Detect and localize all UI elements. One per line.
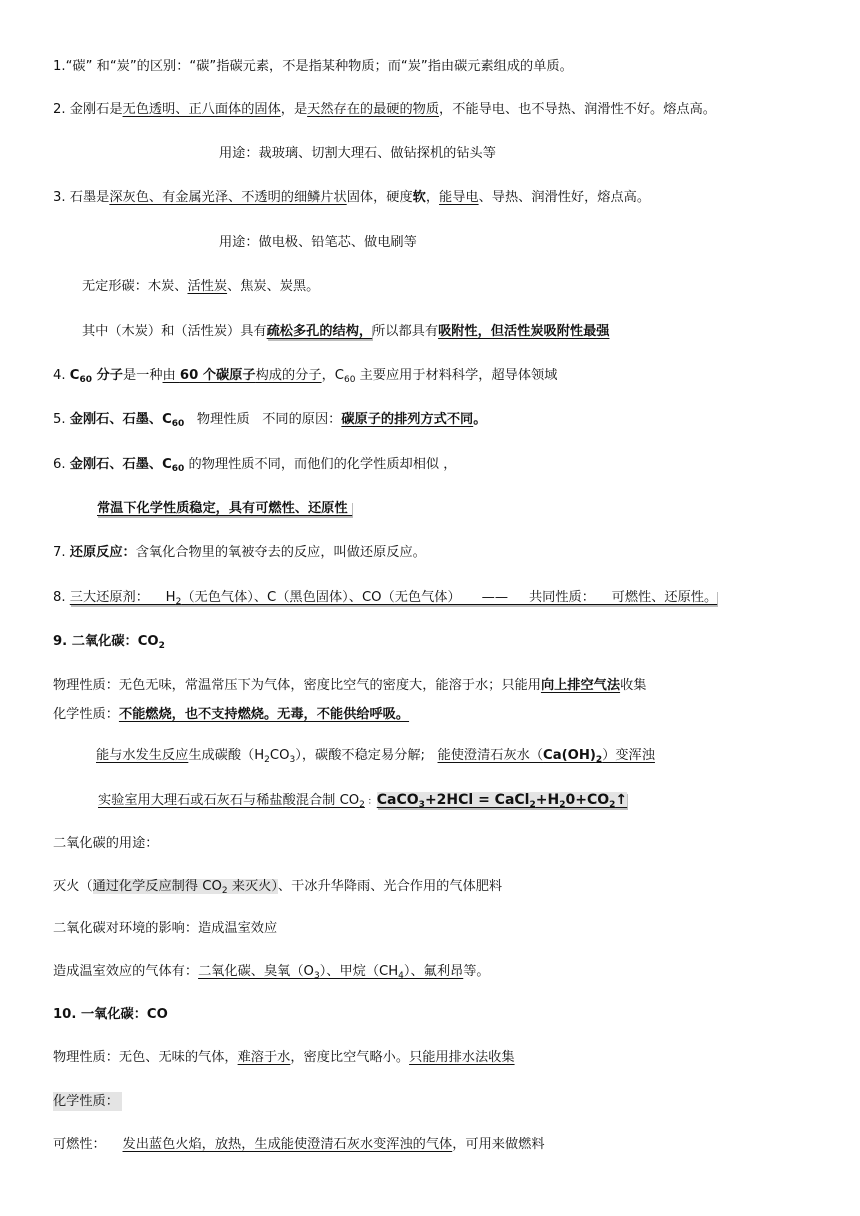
l7-c: 含氧化合物里的氧被夺去的反应，叫做还原反应。 — [135, 545, 426, 560]
l6-b — [70, 457, 185, 472]
f1: CaCO — [376, 792, 419, 808]
l4-d3: 构成的分子 — [255, 368, 322, 383]
heading-9 — [53, 633, 165, 651]
l4-e1: ，C — [321, 368, 344, 383]
l7-b: 还原反应： — [69, 545, 136, 560]
line-6 — [53, 456, 456, 474]
l3-b: 深灰色、有金属光泽、不透明的细鳞片状 — [109, 190, 347, 205]
co2-water — [96, 747, 655, 765]
amorph-c: 、焦炭、炭黑。 — [227, 279, 320, 294]
cochem-text: 化学性质： — [53, 1092, 122, 1111]
gh-c: 等。 — [463, 964, 490, 979]
gh-b1: 二氧化碳、臭氧（O — [198, 964, 314, 979]
gh-b5: ）、氟利昂 — [403, 964, 464, 979]
line-2 — [53, 101, 716, 119]
co-chemical — [53, 1093, 122, 1111]
co2chem-b: 不能燃烧，也不支持燃烧。无毒，不能供给呼吸。 — [118, 707, 410, 722]
line-amorphous — [82, 278, 319, 296]
co2chem-a: 化学性质： — [53, 707, 119, 722]
co2lab-a — [98, 793, 365, 808]
gh-b — [198, 964, 463, 979]
h9-a: 9. 二氧化碳：CO — [53, 634, 159, 649]
cophys-b: 难溶于水 — [237, 1050, 291, 1065]
co2use-a: 灭火（ — [53, 879, 93, 894]
co2-lab — [98, 791, 627, 811]
line-5 — [53, 411, 486, 429]
adsorb-b: 疏松多孔的结构， — [266, 324, 373, 339]
co2use-b — [93, 879, 278, 894]
l3-g: 、导热、润滑性好，熔点高。 — [478, 190, 651, 205]
f6: 2 — [559, 800, 566, 810]
adsorb-d: 吸附性，但活性炭吸附性最强 — [438, 324, 610, 339]
l8-b — [70, 590, 717, 605]
l4-e3: 主要应用于材料科学，超导体领域 — [355, 368, 558, 383]
l6-c: 的物理性质不同，而他们的化学性质却相似 ， — [184, 457, 457, 472]
h9-b: 2 — [158, 641, 165, 651]
co2-env: 二氧化碳对环境的影响：造成温室效应 — [53, 921, 278, 936]
gh-b2: 3 — [313, 971, 320, 981]
co-burn — [53, 1136, 545, 1154]
l5-d: 碳原子的排列方式不同 — [341, 412, 474, 427]
l4-d1: 由 — [162, 368, 180, 383]
line-8 — [53, 589, 717, 607]
co2lab-a3: ： — [364, 797, 377, 807]
l5-b1: 金刚石、石墨、C — [69, 412, 172, 427]
l4-d2: 60 个碳原子 — [179, 368, 256, 383]
co2-physical — [53, 677, 646, 695]
l6-b2: 60 — [171, 464, 185, 474]
amorph-b: 活性炭 — [187, 279, 228, 294]
l4-b — [70, 368, 123, 383]
l4-b3: 分子 — [92, 368, 123, 383]
co2water-c — [438, 748, 655, 763]
co2phys-c: 收集 — [620, 678, 647, 693]
f7: 0+CO — [565, 792, 610, 808]
heading-10: 10. 一氧化碳：CO — [53, 1007, 168, 1022]
cophys-c: ，密度比空气略小。 — [290, 1050, 410, 1065]
l3-c: 固体，硬度 — [346, 190, 413, 205]
co2-use — [53, 878, 502, 896]
co2water-b1: 生成碳酸（H — [188, 748, 265, 763]
co2water-b3: CO — [269, 748, 290, 763]
f8: 2 — [609, 800, 616, 810]
co2lab-a1: 实验室用大理石或石灰石与稀盐酸混合制 CO — [98, 793, 360, 808]
l4-c: 是一种 — [122, 368, 163, 383]
l6-a: 6. — [53, 457, 70, 472]
l5-a: 5. — [53, 412, 70, 427]
l2-a: 2. 金刚石是 — [53, 102, 123, 117]
coburn-c: ，可用来做燃料 — [452, 1137, 545, 1152]
l2-d: 天然存在的最硬的物质 — [307, 102, 440, 117]
greenhouse — [53, 963, 490, 981]
co2water-c2wrap — [543, 748, 602, 763]
amorph-a: 无定形碳：木炭、 — [82, 279, 188, 294]
line-1: 1.“碳” 和“炭”的区别：“碳”指碳元素，不是指某种物质；而“炭”指由碳元素组成的单质。 — [53, 59, 573, 74]
co2phys-b: 向上排空气法 — [540, 678, 621, 693]
l2-b: 无色透明、正八面体的固体 — [122, 102, 281, 117]
l4-d — [163, 368, 322, 383]
gh-b3: ）、甲烷（CH — [319, 964, 399, 979]
co2water-b — [188, 748, 437, 763]
l8-b3: （无色气体）、C（黑色固体）、CO（无色气体） —— 共同性质： 可燃性、还原性。 — [181, 590, 718, 605]
coburn-b: 发出蓝色火焰，放热，生成能使澄清石灰水变浑浊的气体 — [122, 1137, 453, 1152]
l3-d: 软 — [412, 190, 426, 205]
l6b-text: 常温下化学性质稳定，具有可燃性、还原性 — [97, 501, 353, 516]
adsorb-c: 所以都具有 — [372, 324, 439, 339]
co2water-a: 能与水发生反应 — [96, 748, 189, 763]
f4: 2 — [529, 800, 536, 810]
cophys-d: 只能用排水法收集 — [409, 1050, 515, 1065]
co2lab-formula — [377, 792, 627, 808]
gh-b4: 4 — [398, 971, 404, 981]
co2-use-title: 二氧化碳的用途： — [53, 836, 159, 851]
l8-b2: 2 — [175, 597, 182, 607]
l5-b2: 60 — [171, 419, 185, 429]
f2: 3 — [418, 800, 425, 810]
co-physical — [53, 1049, 515, 1067]
l5-e: 。 — [473, 412, 487, 427]
l3-f: 能导电 — [439, 190, 479, 205]
l3-a: 3. 石墨是 — [53, 190, 110, 205]
co2-chemical — [53, 706, 409, 724]
co2use-c: 、干冰升华降雨、光合作用的气体肥料 — [277, 879, 503, 894]
l7-a: 7. — [53, 545, 70, 560]
co2use-b2: 2 — [221, 886, 228, 896]
co2water-c4: ）变浑浊 — [602, 748, 655, 763]
l4-b1: C — [69, 368, 80, 383]
l4-b2: 60 — [79, 375, 92, 385]
line-2-use: 用途：裁玻璃、切割大理石、做钻探机的钻头等 — [219, 146, 496, 161]
l4-e2: 60 — [343, 375, 356, 385]
co2lab-a2: 2 — [359, 800, 365, 810]
line-3-use: 用途：做电极、铅笔芯、做电刷等 — [219, 235, 417, 250]
line-6b — [97, 500, 352, 518]
l2-c: ，是 — [280, 102, 308, 117]
l6-b1: 金刚石、石墨、C — [69, 457, 172, 472]
co2phys-a: 物理性质：无色无味，常温常压下为气体，密度比空气的密度大，能溶于水；只能用 — [53, 678, 541, 693]
line-adsorb — [82, 323, 610, 341]
adsorb-a: 其中（木炭）和（活性炭）具有 — [82, 324, 267, 339]
l5-c: 物理性质 不同的原因： — [184, 412, 342, 427]
f3: +2HCl = CaCl — [424, 792, 530, 808]
l5-b — [70, 412, 185, 427]
co2water-c3: 2 — [595, 755, 603, 765]
l4-a: 4. — [53, 368, 70, 383]
f5: +H — [535, 792, 560, 808]
co2water-b4: 3 — [289, 755, 296, 765]
co2water-b5: ），碳酸不稳定易分解; — [295, 748, 438, 763]
l8-a: 8. — [53, 590, 70, 605]
co2water-b2: 2 — [264, 755, 270, 765]
f9: ↑ — [615, 792, 628, 808]
co2use-b3: 来灭火） — [227, 879, 278, 894]
l2-e: ，不能导电、也不导热、润滑性不好。熔点高。 — [439, 102, 716, 117]
line-7 — [53, 544, 426, 562]
gh-a: 造成温室效应的气体有： — [53, 964, 199, 979]
line-4 — [53, 367, 557, 385]
co2water-c2: Ca(OH) — [543, 748, 596, 763]
cophys-a: 物理性质：无色、无味的气体， — [53, 1050, 238, 1065]
coburn-a: 可燃性： — [53, 1137, 123, 1152]
line-3 — [53, 189, 650, 207]
l8-b1: 三大还原剂： H — [69, 590, 176, 605]
co2use-b1: 通过化学反应制得 CO — [92, 879, 222, 894]
co2water-c1: 能使澄清石灰水（ — [437, 748, 544, 763]
l3-e: ， — [425, 190, 440, 205]
